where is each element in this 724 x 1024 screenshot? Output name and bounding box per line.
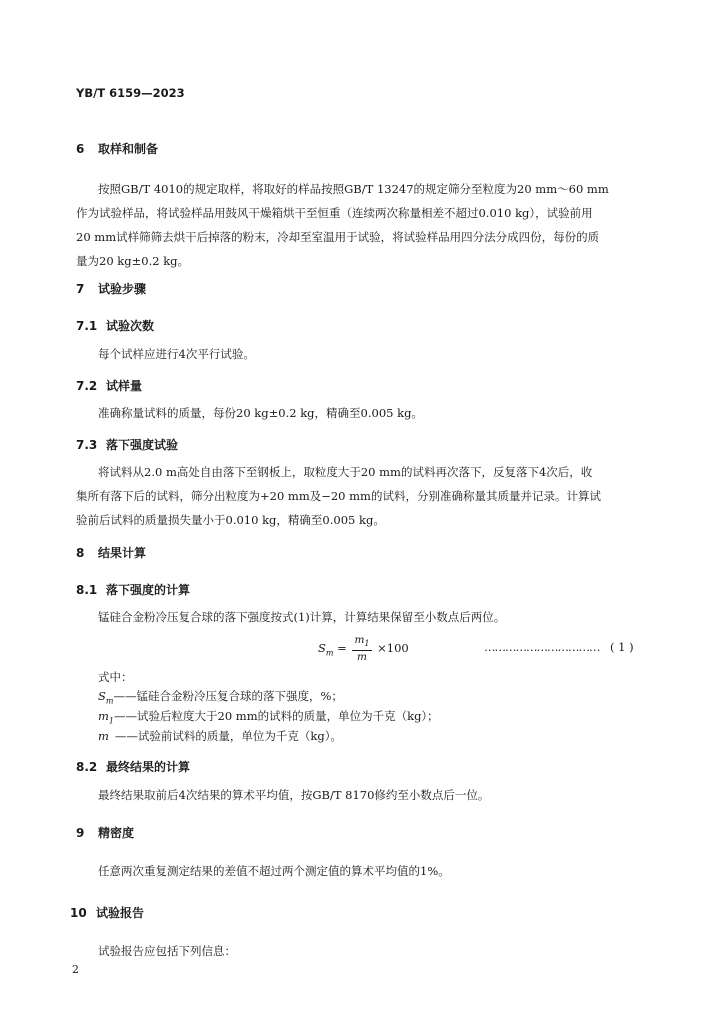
definition-item: $S_m——$锰硅合金粉冷压复合球的落下强度，%； xyxy=(98,689,343,706)
definition-item: $m_1——$试验后粒度大于20 mm的试料的质量，单位为千克（kg）； xyxy=(98,709,439,726)
fraction-numerator: $m_1$ xyxy=(352,634,371,651)
subsection-number: 7.3 xyxy=(76,438,98,452)
section-number: 10 xyxy=(70,906,87,920)
subsection-number: 8.1 xyxy=(76,583,98,597)
subsection-title: 试验次数 xyxy=(106,319,155,333)
subsection-8-2-heading xyxy=(76,758,190,775)
formula-lhs: $S_m$ xyxy=(318,641,334,658)
formula-fraction xyxy=(352,634,371,664)
standard-number: YB/T 6159—2023 xyxy=(76,86,185,100)
fraction-denominator: m xyxy=(356,651,367,664)
paragraph-line: 将试料从2.0 m高处自由落下至钢板上，取粒度大于20 mm的试料再次落下，反复落下4次后，收 xyxy=(98,465,593,479)
section-10-text: 试验报告应包括下列信息： xyxy=(98,944,236,958)
subsection-8-2-text: 最终结果取前后4次结果的算术平均值，按GB/T 8170修约至小数点后一位。 xyxy=(98,788,490,802)
subsection-8-1-text: 锰硅合金粉冷压复合球的落下强度按式(1)计算，计算结果保留至小数点后两位。 xyxy=(98,610,506,624)
paragraph-line: 验前后试料的质量损失量小于0.010 kg，精确至0.005 kg。 xyxy=(76,513,385,527)
subsection-number: 7.2 xyxy=(76,379,98,393)
section-number: 8 xyxy=(76,546,85,560)
subsection-number: 7.1 xyxy=(76,319,98,333)
section-title: 试验报告 xyxy=(96,906,145,920)
subsection-title: 落下强度试验 xyxy=(106,438,179,452)
section-6-heading xyxy=(76,140,158,157)
formula-equals: = xyxy=(337,641,347,656)
subsection-title: 试样量 xyxy=(106,379,143,393)
paragraph-line: 作为试验样品，将试验样品用鼓风干燥箱烘干至恒重（连续两次称量相差不超过0.010 kg），试验前用 xyxy=(76,206,593,220)
definition-item: m ——试验前试料的质量，单位为千克（kg）。 xyxy=(98,729,342,743)
paragraph-line: 20 mm试样筛筛去烘干后掉落的粉末，冷却至室温用于试验，将试验样品用四分法分成四份，每份的质 xyxy=(76,230,600,244)
section-number: 9 xyxy=(76,826,85,840)
paragraph-line: 按照GB/T 4010的规定取样，将取好的样品按照GB/T 13247的规定筛分至粒度为20 mm～60 mm xyxy=(98,182,609,196)
section-title: 取样和制备 xyxy=(98,142,159,156)
subsection-7-1-heading xyxy=(76,317,154,334)
section-title: 试验步骤 xyxy=(98,282,147,296)
subsection-7-2-heading xyxy=(76,377,142,394)
section-9-text: 任意两次重复测定结果的差值不超过两个测定值的算术平均值的1%。 xyxy=(98,864,450,878)
subsection-number: 8.2 xyxy=(76,760,98,774)
subsection-title: 落下强度的计算 xyxy=(106,583,191,597)
paragraph-line: 集所有落下后的试料，筛分出粒度为+20 mm及−20 mm的试料，分别准确称量其质量并记录。计算试 xyxy=(76,489,601,503)
formula-leader: …………………………… xyxy=(484,640,600,654)
section-number: 7 xyxy=(76,282,85,296)
paragraph-line: 量为20 kg±0.2 kg。 xyxy=(76,254,190,268)
section-title: 精密度 xyxy=(98,826,135,840)
subsection-title: 最终结果的计算 xyxy=(106,760,191,774)
subsection-7-2-text: 准确称量试料的质量，每份20 kg±0.2 kg，精确至0.005 kg。 xyxy=(98,406,423,420)
section-9-heading xyxy=(76,824,134,841)
section-10-heading xyxy=(70,904,144,921)
formula-multiplier: ×100 xyxy=(377,641,409,656)
formula-1 xyxy=(318,634,409,664)
formula-number: ( 1 ) xyxy=(610,640,634,654)
subsection-7-3-paragraph xyxy=(76,460,642,532)
subsection-7-3-heading xyxy=(76,436,178,453)
subsection-7-1-text: 每个试样应进行4次平行试验。 xyxy=(98,347,255,361)
section-title: 结果计算 xyxy=(98,546,147,560)
page-number: 2 xyxy=(72,963,79,976)
section-7-heading xyxy=(76,280,146,297)
section-8-heading xyxy=(76,544,146,561)
section-6-paragraph xyxy=(76,177,642,273)
where-label: 式中： xyxy=(98,670,133,684)
section-number: 6 xyxy=(76,142,85,156)
subsection-8-1-heading xyxy=(76,581,190,598)
